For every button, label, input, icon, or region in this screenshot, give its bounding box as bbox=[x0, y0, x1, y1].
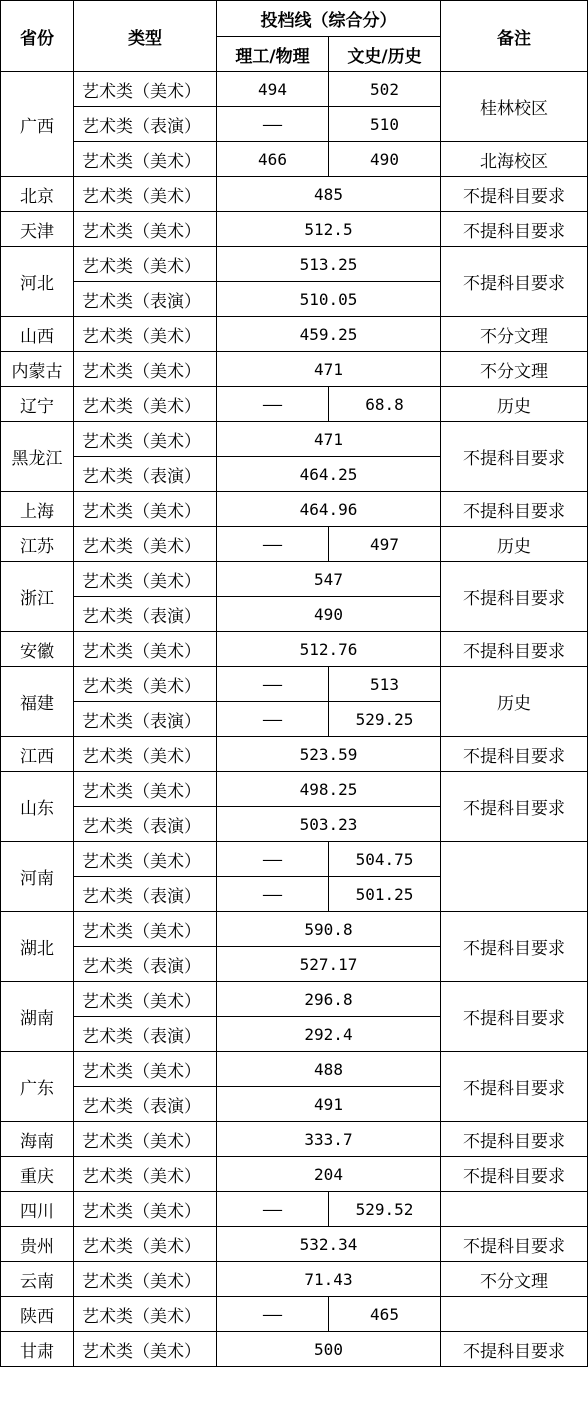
score-cell-arts: 501.25 bbox=[329, 877, 441, 912]
note-cell: 桂林校区 bbox=[441, 72, 588, 142]
province-cell: 福建 bbox=[1, 667, 74, 737]
header-province: 省份 bbox=[1, 1, 74, 72]
province-cell: 贵州 bbox=[1, 1227, 74, 1262]
province-cell: 安徽 bbox=[1, 632, 74, 667]
score-cell-merged: 459.25 bbox=[217, 317, 441, 352]
note-cell bbox=[441, 1297, 588, 1332]
type-cell: 艺术类（表演） bbox=[74, 702, 217, 737]
table-row bbox=[1, 387, 588, 422]
table-row bbox=[1, 492, 588, 527]
province-cell: 甘肃 bbox=[1, 1332, 74, 1367]
header-note: 备注 bbox=[441, 1, 588, 72]
score-cell-merged: 471 bbox=[217, 422, 441, 457]
table-row bbox=[1, 982, 588, 1017]
table-row bbox=[1, 1332, 588, 1367]
table-row bbox=[1, 1227, 588, 1262]
table-row bbox=[1, 1122, 588, 1157]
score-cell-merged: 513.25 bbox=[217, 247, 441, 282]
score-cell-merged: 547 bbox=[217, 562, 441, 597]
score-cell-merged: 590.8 bbox=[217, 912, 441, 947]
province-cell: 湖北 bbox=[1, 912, 74, 982]
header-type: 类型 bbox=[74, 1, 217, 72]
note-cell: 不分文理 bbox=[441, 317, 588, 352]
score-cell-merged: 333.7 bbox=[217, 1122, 441, 1157]
score-cell-arts: 465 bbox=[329, 1297, 441, 1332]
score-cell-merged: 490 bbox=[217, 597, 441, 632]
note-cell: 不提科目要求 bbox=[441, 562, 588, 632]
note-cell bbox=[441, 842, 588, 912]
score-cell-merged: 292.4 bbox=[217, 1017, 441, 1052]
province-cell: 北京 bbox=[1, 177, 74, 212]
score-cell-science: —— bbox=[217, 667, 329, 702]
score-cell-merged: 204 bbox=[217, 1157, 441, 1192]
header-arts: 文史/历史 bbox=[329, 37, 441, 72]
type-cell: 艺术类（美术） bbox=[74, 562, 217, 597]
score-cell-science: 466 bbox=[217, 142, 329, 177]
score-cell-science: —— bbox=[217, 877, 329, 912]
province-cell: 上海 bbox=[1, 492, 74, 527]
score-cell-merged: 523.59 bbox=[217, 737, 441, 772]
header-row-1 bbox=[1, 1, 588, 37]
score-cell-arts: 510 bbox=[329, 107, 441, 142]
table-row bbox=[1, 1192, 588, 1227]
score-cell-arts: 529.25 bbox=[329, 702, 441, 737]
type-cell: 艺术类（美术） bbox=[74, 667, 217, 702]
province-cell: 海南 bbox=[1, 1122, 74, 1157]
table-row bbox=[1, 562, 588, 597]
table-row bbox=[1, 1052, 588, 1087]
note-cell: 不提科目要求 bbox=[441, 912, 588, 982]
score-cell-merged: 532.34 bbox=[217, 1227, 441, 1262]
type-cell: 艺术类（美术） bbox=[74, 492, 217, 527]
type-cell: 艺术类（美术） bbox=[74, 527, 217, 562]
type-cell: 艺术类（美术） bbox=[74, 212, 217, 247]
province-cell: 浙江 bbox=[1, 562, 74, 632]
note-cell: 不提科目要求 bbox=[441, 422, 588, 492]
score-cell-arts: 529.52 bbox=[329, 1192, 441, 1227]
note-cell: 历史 bbox=[441, 667, 588, 737]
province-cell: 黑龙江 bbox=[1, 422, 74, 492]
note-cell: 北海校区 bbox=[441, 142, 588, 177]
note-cell: 历史 bbox=[441, 387, 588, 422]
score-cell-arts: 497 bbox=[329, 527, 441, 562]
score-cell-merged: 500 bbox=[217, 1332, 441, 1367]
type-cell: 艺术类（美术） bbox=[74, 422, 217, 457]
note-cell: 不提科目要求 bbox=[441, 247, 588, 317]
province-cell: 湖南 bbox=[1, 982, 74, 1052]
score-cell-merged: 512.76 bbox=[217, 632, 441, 667]
type-cell: 艺术类（表演） bbox=[74, 1087, 217, 1122]
score-cell-arts: 513 bbox=[329, 667, 441, 702]
score-cell-science: —— bbox=[217, 527, 329, 562]
note-cell: 不分文理 bbox=[441, 352, 588, 387]
province-cell: 广西 bbox=[1, 72, 74, 177]
score-cell-merged: 488 bbox=[217, 1052, 441, 1087]
type-cell: 艺术类（美术） bbox=[74, 1262, 217, 1297]
type-cell: 艺术类（美术） bbox=[74, 72, 217, 107]
table-row bbox=[1, 772, 588, 807]
type-cell: 艺术类（美术） bbox=[74, 842, 217, 877]
table-row bbox=[1, 842, 588, 877]
score-cell-merged: 485 bbox=[217, 177, 441, 212]
type-cell: 艺术类（美术） bbox=[74, 737, 217, 772]
province-cell: 云南 bbox=[1, 1262, 74, 1297]
province-cell: 河北 bbox=[1, 247, 74, 317]
score-cell-merged: 464.96 bbox=[217, 492, 441, 527]
province-cell: 山西 bbox=[1, 317, 74, 352]
province-cell: 内蒙古 bbox=[1, 352, 74, 387]
score-cell-arts: 490 bbox=[329, 142, 441, 177]
note-cell: 不提科目要求 bbox=[441, 1122, 588, 1157]
score-cell-merged: 510.05 bbox=[217, 282, 441, 317]
table-row bbox=[1, 737, 588, 772]
score-cell-merged: 464.25 bbox=[217, 457, 441, 492]
type-cell: 艺术类（美术） bbox=[74, 247, 217, 282]
score-cell-arts: 504.75 bbox=[329, 842, 441, 877]
score-cell-merged: 491 bbox=[217, 1087, 441, 1122]
table-body bbox=[1, 72, 588, 1367]
type-cell: 艺术类（表演） bbox=[74, 947, 217, 982]
note-cell: 不提科目要求 bbox=[441, 212, 588, 247]
province-cell: 广东 bbox=[1, 1052, 74, 1122]
type-cell: 艺术类（表演） bbox=[74, 457, 217, 492]
score-cell-merged: 471 bbox=[217, 352, 441, 387]
table-row bbox=[1, 247, 588, 282]
score-cell-merged: 71.43 bbox=[217, 1262, 441, 1297]
score-cell-arts: 68.8 bbox=[329, 387, 441, 422]
score-cell-science: —— bbox=[217, 702, 329, 737]
table-row bbox=[1, 1297, 588, 1332]
header-score-group: 投档线（综合分） bbox=[217, 1, 441, 37]
table-row bbox=[1, 177, 588, 212]
type-cell: 艺术类（美术） bbox=[74, 387, 217, 422]
score-cell-science: —— bbox=[217, 842, 329, 877]
type-cell: 艺术类（表演） bbox=[74, 1017, 217, 1052]
table-row bbox=[1, 212, 588, 247]
province-cell: 江苏 bbox=[1, 527, 74, 562]
note-cell: 不提科目要求 bbox=[441, 737, 588, 772]
type-cell: 艺术类（美术） bbox=[74, 912, 217, 947]
province-cell: 陕西 bbox=[1, 1297, 74, 1332]
table-row bbox=[1, 1157, 588, 1192]
type-cell: 艺术类（美术） bbox=[74, 142, 217, 177]
province-cell: 四川 bbox=[1, 1192, 74, 1227]
type-cell: 艺术类（美术） bbox=[74, 177, 217, 212]
type-cell: 艺术类（美术） bbox=[74, 1157, 217, 1192]
note-cell: 不提科目要求 bbox=[441, 1227, 588, 1262]
type-cell: 艺术类（表演） bbox=[74, 877, 217, 912]
note-cell: 不提科目要求 bbox=[441, 177, 588, 212]
type-cell: 艺术类（美术） bbox=[74, 1052, 217, 1087]
type-cell: 艺术类（表演） bbox=[74, 597, 217, 632]
province-cell: 重庆 bbox=[1, 1157, 74, 1192]
table-row bbox=[1, 912, 588, 947]
table-row bbox=[1, 632, 588, 667]
table-row bbox=[1, 527, 588, 562]
table-row bbox=[1, 667, 588, 702]
table-row bbox=[1, 72, 588, 107]
table-row bbox=[1, 317, 588, 352]
type-cell: 艺术类（美术） bbox=[74, 317, 217, 352]
type-cell: 艺术类（美术） bbox=[74, 772, 217, 807]
note-cell: 不分文理 bbox=[441, 1262, 588, 1297]
type-cell: 艺术类（美术） bbox=[74, 1227, 217, 1262]
note-cell: 不提科目要求 bbox=[441, 1052, 588, 1122]
province-cell: 辽宁 bbox=[1, 387, 74, 422]
table-row bbox=[1, 142, 588, 177]
score-cell-science: 494 bbox=[217, 72, 329, 107]
note-cell: 不提科目要求 bbox=[441, 982, 588, 1052]
table-row bbox=[1, 422, 588, 457]
score-cell-science: —— bbox=[217, 1297, 329, 1332]
score-cell-science: —— bbox=[217, 107, 329, 142]
score-cell-science: —— bbox=[217, 1192, 329, 1227]
note-cell bbox=[441, 1192, 588, 1227]
province-cell: 河南 bbox=[1, 842, 74, 912]
type-cell: 艺术类（美术） bbox=[74, 1332, 217, 1367]
type-cell: 艺术类（表演） bbox=[74, 282, 217, 317]
type-cell: 艺术类（美术） bbox=[74, 1192, 217, 1227]
province-cell: 江西 bbox=[1, 737, 74, 772]
note-cell: 不提科目要求 bbox=[441, 632, 588, 667]
type-cell: 艺术类（美术） bbox=[74, 1122, 217, 1157]
note-cell: 不提科目要求 bbox=[441, 1332, 588, 1367]
type-cell: 艺术类（美术） bbox=[74, 1297, 217, 1332]
province-cell: 天津 bbox=[1, 212, 74, 247]
type-cell: 艺术类（表演） bbox=[74, 807, 217, 842]
score-cell-arts: 502 bbox=[329, 72, 441, 107]
type-cell: 艺术类（表演） bbox=[74, 107, 217, 142]
note-cell: 不提科目要求 bbox=[441, 492, 588, 527]
note-cell: 不提科目要求 bbox=[441, 772, 588, 842]
header-science: 理工/物理 bbox=[217, 37, 329, 72]
score-cell-merged: 296.8 bbox=[217, 982, 441, 1017]
score-cell-science: —— bbox=[217, 387, 329, 422]
score-cell-merged: 503.23 bbox=[217, 807, 441, 842]
note-cell: 历史 bbox=[441, 527, 588, 562]
score-cell-merged: 512.5 bbox=[217, 212, 441, 247]
province-cell: 山东 bbox=[1, 772, 74, 842]
type-cell: 艺术类（美术） bbox=[74, 352, 217, 387]
type-cell: 艺术类（美术） bbox=[74, 982, 217, 1017]
score-cell-merged: 498.25 bbox=[217, 772, 441, 807]
score-cell-merged: 527.17 bbox=[217, 947, 441, 982]
table-row bbox=[1, 352, 588, 387]
type-cell: 艺术类（美术） bbox=[74, 632, 217, 667]
table-row bbox=[1, 1262, 588, 1297]
note-cell: 不提科目要求 bbox=[441, 1157, 588, 1192]
